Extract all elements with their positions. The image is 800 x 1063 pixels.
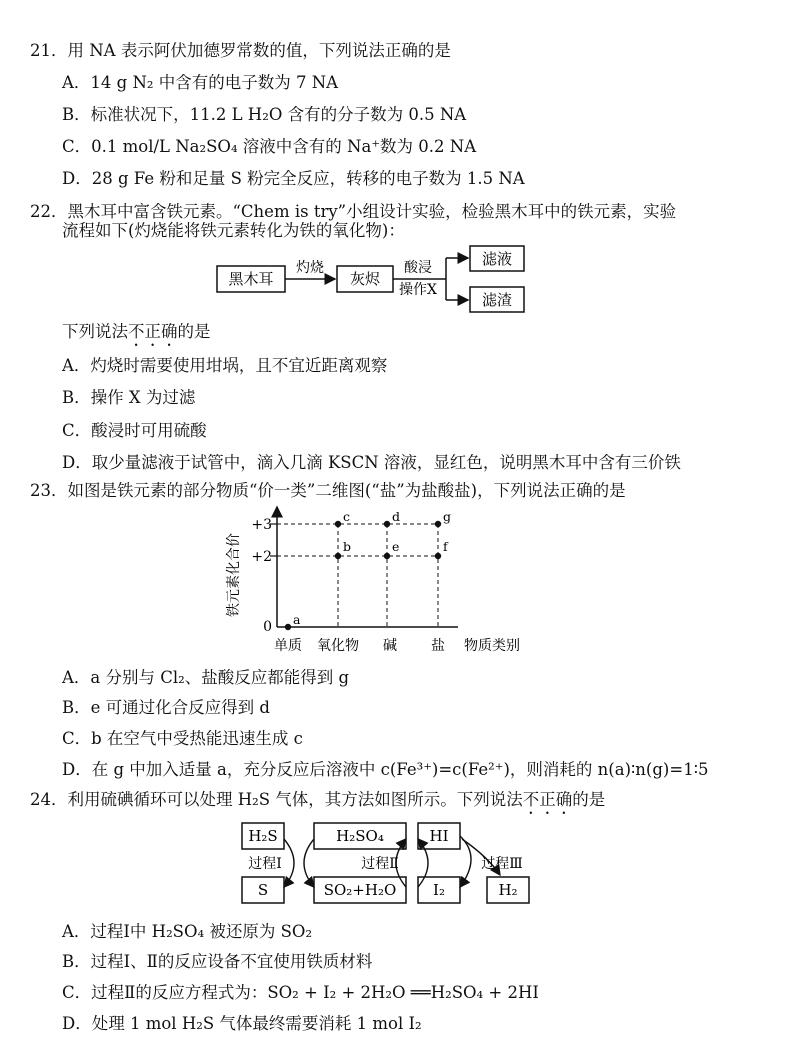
- q23-xtick-salt: 盐: [431, 638, 445, 654]
- q22-option-d: D．取少量滤液于试管中，滴入几滴 KSCN 溶液，显红色，说明黑木耳中含有三价铁: [62, 453, 681, 472]
- q23-xtick-element: 单质: [274, 638, 302, 654]
- point-b: [335, 553, 341, 559]
- box-hi-label: HI: [429, 827, 449, 845]
- q21-option-a: A．14 g N₂ 中含有的电子数为 7 NA: [62, 73, 339, 92]
- q21-option-d: D．28 g Fe 粉和足量 S 粉完全反应，转移的电子数为 1.5 NA: [62, 169, 525, 188]
- q23-x-axis-label: 物质类别: [464, 638, 520, 654]
- q23-xtick-oxide: 氧化物: [317, 638, 359, 654]
- box-h2-label: H₂: [498, 881, 518, 899]
- point-label-e: e: [392, 539, 400, 554]
- q23-option-a: A．a 分别与 Cl₂、盐酸反应都能得到 g: [62, 668, 350, 687]
- q23-ytick-plus2: +2: [251, 549, 272, 565]
- q23-option-b: B．e 可通过化合反应得到 d: [62, 698, 270, 717]
- q23-ytick-plus3: +3: [251, 517, 272, 533]
- process-2-arc-right: [418, 839, 428, 887]
- q22-stem: 22．黑木耳中富含铁元素。“Chem is try”小组设计实验，检验黑木耳中的铁元素，实验: [30, 202, 677, 221]
- box-h2s-label: H₂S: [248, 827, 278, 845]
- q21-stem: 21．用 NA 表示阿伏加德罗常数的值，下列说法正确的是: [30, 41, 451, 60]
- q23-option-d: D．在 g 中加入适量 a，充分反应后溶液中 c(Fe³⁺)=c(Fe²⁺)，则消耗的 n(a)∶n(g)=1∶5: [62, 760, 709, 779]
- q24-sulfur-iodine-cycle-diagram: [232, 817, 542, 911]
- q24-stem-emphasis: 不正确: [522, 790, 573, 809]
- point-g: [435, 521, 441, 527]
- point-label-c: c: [343, 509, 351, 524]
- flow-box-residue-label: 滤渣: [481, 291, 513, 309]
- flow-box-filtrate-label: 滤液: [481, 250, 513, 268]
- q21-option-c: C．0.1 mol/L Na₂SO₄ 溶液中含有的 Na⁺数为 0.2 NA: [62, 137, 477, 156]
- q22-prompt: [62, 321, 211, 350]
- point-label-d: d: [392, 509, 401, 524]
- q23-points: [285, 509, 451, 630]
- box-h2so4-label: H₂SO₄: [336, 827, 384, 845]
- q23-option-c: C．b 在空气中受热能迅速生成 c: [62, 729, 303, 748]
- point-label-g: g: [443, 509, 452, 524]
- point-label-b: b: [343, 539, 352, 554]
- flow-step-operation-x: 操作X: [399, 282, 437, 298]
- q24-stem: [30, 789, 605, 818]
- q23-stem: 23．如图是铁元素的部分物质“价一类”二维图(“盐”为盐酸盐)，下列说法正确的是: [30, 481, 626, 500]
- point-c: [335, 521, 341, 527]
- q21-option-b: B．标准状况下，11.2 L H₂O 含有的分子数为 0.5 NA: [62, 105, 467, 124]
- box-i2-label: I₂: [433, 881, 445, 899]
- process-3-label: 过程Ⅲ: [481, 856, 523, 872]
- q24-option-a: A．过程Ⅰ中 H₂SO₄ 被还原为 SO₂: [62, 922, 313, 941]
- q24-option-c: C．过程Ⅱ的反应方程式为：SO₂ + I₂ + 2H₂O ══H₂SO₄ + 2HI: [62, 983, 539, 1002]
- flow-box-ash-label: 灰烬: [349, 270, 381, 288]
- q24-option-d: D．处理 1 mol H₂S 气体最终需要消耗 1 mol I₂: [62, 1014, 422, 1033]
- point-label-a: a: [293, 612, 301, 627]
- q22-option-b: B．操作 X 为过滤: [62, 388, 196, 407]
- process-1-label: 过程Ⅰ: [248, 856, 282, 872]
- point-d: [384, 521, 390, 527]
- flow-step-acid: 酸浸: [404, 260, 432, 276]
- point-label-f: f: [443, 539, 448, 554]
- q23-y-axis-label: 铁元素化合价: [226, 533, 242, 617]
- q22-stem-cont: 流程如下(灼烧能将铁元素转化为铁的氧化物)：: [62, 221, 405, 240]
- q23-ytick-zero: 0: [263, 619, 272, 635]
- box-so2-h2o-label: SO₂+H₂O: [323, 881, 397, 899]
- point-f: [435, 553, 441, 559]
- q22-flow-diagram: [210, 244, 540, 314]
- process-2-label: 过程Ⅱ: [361, 856, 399, 872]
- q24-option-b: B．过程Ⅰ、Ⅱ的反应设备不宜使用铁质材料: [62, 952, 373, 971]
- q23-valence-class-chart: [222, 505, 542, 660]
- process-1-arc-right: [304, 839, 314, 887]
- q22-prompt-post: 的是: [177, 322, 211, 341]
- flow-step-burn: 灼烧: [296, 260, 324, 276]
- q22-prompt-pre: 下列说法: [62, 322, 128, 341]
- q22-prompt-emphasis: 不正确: [128, 322, 178, 341]
- point-e: [384, 553, 390, 559]
- q24-stem-pre: 24．利用硫碘循环可以处理 H₂S 气体，其方法如图所示。下列说法: [30, 790, 523, 809]
- q22-option-a: A．灼烧时需要使用坩埚，且不宜近距离观察: [62, 356, 388, 375]
- box-s-label: S: [257, 881, 269, 899]
- flow-box-heimuer-label: 黑木耳: [228, 270, 274, 288]
- q22-option-c: C．酸浸时可用硫酸: [62, 421, 207, 440]
- q24-stem-post: 的是: [572, 790, 606, 809]
- process-1-arc-left: [284, 839, 294, 887]
- q23-xtick-base: 碱: [383, 638, 397, 654]
- point-a: [285, 624, 291, 630]
